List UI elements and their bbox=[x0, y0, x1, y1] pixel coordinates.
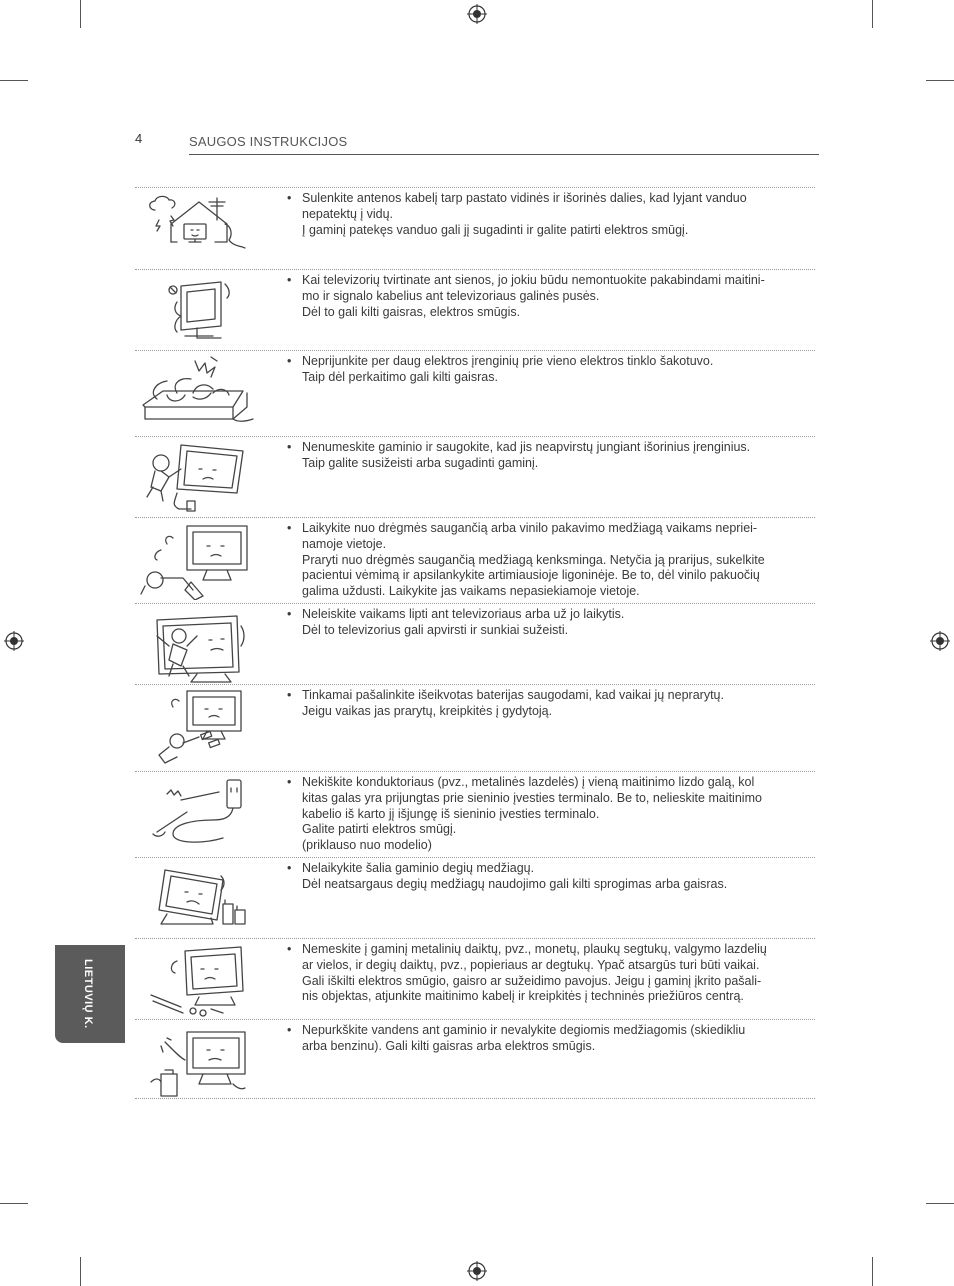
crop-mark bbox=[80, 1257, 81, 1286]
instruction-row bbox=[135, 771, 815, 857]
crop-mark bbox=[872, 1257, 873, 1286]
instruction-text: • Nenumeskite gaminio ir saugokite, kad jis neapvirstų jungiant išorinius įrenginius. Taip galite susižeisti arba sugadinti gaminį. bbox=[287, 440, 807, 472]
spray-water-tv-illustration-icon bbox=[137, 1022, 257, 1102]
instruction-text: • Neprijunkite per daug elektros įrenginių prie vieno elektros tinklo šakotuvo. Taip dėl perkaitimo gali kilti gaisras. bbox=[287, 354, 807, 386]
safety-instructions-list bbox=[135, 187, 815, 1099]
instruction-row bbox=[135, 350, 815, 436]
chopstick-outlet-illustration-icon bbox=[137, 774, 257, 854]
crop-mark bbox=[0, 80, 28, 81]
instruction-row bbox=[135, 517, 815, 603]
instruction-row bbox=[135, 857, 815, 938]
instruction-text: • Laikykite nuo drėgmės saugančią arba vinilo pakavimo medžiagą vaikams nepriei- namoje vietoje. Praryti nuo drėgmės saugančią medžiagą kenksminga. Netyčia ją prarijus, sukelkite pacientui vėmimą ir apsilankykite artimiausioje ligoninėje. Be to, dėl vinilo pakuočių galima uždusti. Laikykite jas vaikams nepasiekiamoje vietoje. bbox=[287, 521, 807, 600]
instruction-text: • Nemeskite į gaminį metalinių daiktų, pvz., monetų, plaukų segtukų, valgymo lazdelių ar vielos, ir degių daiktų, pvz., popieriaus ar degtukų. Ypač atsargūs turi būti vaikai. Gali iškilti elektros smūgio, gaisro ar sužeidimo pavojus. Jeigu į gaminį įkrito pašali- nis objektas, atjunkite maitinimo kabelį ir kreipkitės į techninės priežiūros centrą. bbox=[287, 942, 807, 1005]
flammable-near-tv-illustration-icon bbox=[137, 860, 257, 940]
child-batteries-illustration-icon bbox=[137, 687, 257, 767]
crop-mark bbox=[0, 1203, 28, 1204]
language-tab-label: LIETUVIŲ K. bbox=[82, 959, 94, 1029]
power-strip-overload-illustration-icon bbox=[137, 353, 257, 433]
instruction-text: • Nelaikykite šalia gaminio degių medžiagų. Dėl neatsargaus degių medžiagų naudojimo gali kilti sprogimas arba gaisras. bbox=[287, 861, 807, 893]
instruction-text: • Neleiskite vaikams lipti ant televizoriaus arba už jo laikytis. Dėl to televizorius gali apvirsti ir sunkiai sužeisti. bbox=[287, 607, 807, 639]
registration-mark-icon bbox=[467, 1261, 487, 1281]
child-tipping-tv-illustration-icon bbox=[137, 439, 257, 519]
instruction-text: • Nepurkškite vandens ant gaminio ir nevalykite degiomis medžiagomis (skiedikliu arba benzinu). Gali kilti gaisras arba elektros smūgis. bbox=[287, 1023, 807, 1055]
crop-mark bbox=[80, 0, 81, 28]
registration-mark-icon bbox=[4, 631, 24, 651]
child-climbing-tv-illustration-icon bbox=[137, 606, 257, 686]
instruction-text: • Tinkamai pašalinkite išeikvotas baterijas saugodami, kad vaikai jų neprarytų. Jeigu vaikas jas prarytų, kreipkitės į gydytoją. bbox=[287, 688, 807, 720]
crop-mark bbox=[872, 0, 873, 28]
instruction-text: • Sulenkite antenos kabelį tarp pastato vidinės ir išorinės dalies, kad lyjant vanduo nepatektų į vidų. Į gaminį patekęs vanduo gali jį sugadinti ir galite patirti elektros smūgį. bbox=[287, 191, 807, 238]
instruction-row bbox=[135, 436, 815, 517]
metal-objects-tv-illustration-icon bbox=[137, 941, 257, 1021]
header-divider bbox=[189, 154, 819, 155]
instruction-row bbox=[135, 938, 815, 1019]
crop-mark bbox=[926, 1203, 954, 1204]
instruction-text: • Kai televizorių tvirtinate ant sienos, jo jokiu būdu nemontuokite pakabindami maitini- mo ir signalo kabelius ant televizoriaus galinės pusės. Dėl to gali kilti gaisras, elektros smūgis. bbox=[287, 273, 807, 320]
crop-mark bbox=[926, 80, 954, 81]
instruction-row bbox=[135, 603, 815, 684]
child-plastic-bag-illustration-icon bbox=[137, 520, 257, 600]
instruction-row bbox=[135, 1019, 815, 1099]
instruction-row bbox=[135, 269, 815, 350]
tv-house-antenna-illustration-icon bbox=[137, 190, 257, 270]
language-tab bbox=[55, 945, 125, 1043]
section-title: SAUGOS INSTRUKCIJOS bbox=[189, 134, 348, 149]
registration-mark-icon bbox=[930, 631, 950, 651]
page-number: 4 bbox=[135, 131, 143, 146]
instruction-text: • Nekiškite konduktoriaus (pvz., metalinės lazdelės) į vieną maitinimo lizdo galą, kol kitas galas yra prijungtas prie sieninio įvesties terminalo. Be to, nelieskite maitinimo kabelio iš karto jį išjungę iš sieninio įvesties terminalo. Galite patirti elektros smūgį. (priklauso nuo modelio) bbox=[287, 775, 807, 854]
registration-mark-icon bbox=[467, 4, 487, 24]
instruction-row bbox=[135, 187, 815, 269]
instruction-row bbox=[135, 684, 815, 771]
tv-wall-mount-cable-illustration-icon bbox=[137, 272, 257, 352]
